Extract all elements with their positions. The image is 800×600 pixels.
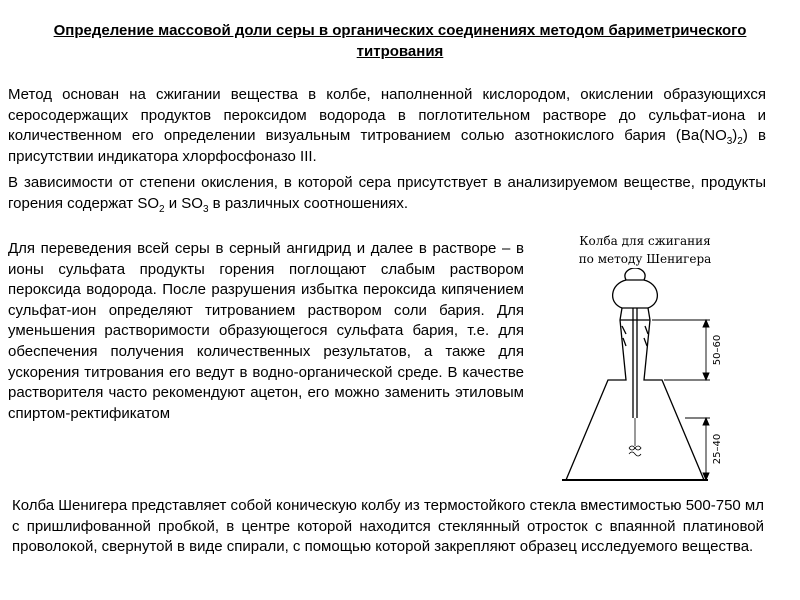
paragraph-oxidation bbox=[8, 173, 766, 214]
caption-line-2: по методу Шенигера bbox=[578, 252, 712, 266]
page-title: Определение массовой доли серы в органических соединениях методом бариметрического титрования bbox=[53, 22, 747, 60]
p1-text-b: ) bbox=[732, 127, 738, 145]
paragraph-flask-description: Колба Шенигера представляет собой коническую колбу из термостойкого стекла вместимостью 500-750 мл с пришлифованной пробкой, в центре которой находится стеклянный отросток с впаянной платиновой проволокой, свернутой в виде спирали, с помощью которой закрепляют образец исследуемого вещества. bbox=[12, 497, 764, 556]
figure-caption bbox=[560, 232, 730, 268]
paragraph-conversion: Для переведения всей серы в серный ангидрид и далее в растворе – в ионы сульфата продукты горения поглощают слабым раствором пероксида водорода. После разрушения избытка пероксида кипячением сульфат-ион определяют титрованием раствором соли бария. Для уменьшения растворимости образующегося сульфата бария, т.е. для обеспечения получения количественных результатов, а также для ускорения титрования его ведут в водно-органической среде. В качестве растворителя часто рекомендуют ацетон, его можно заменить этиловым спиртом-ректификатом bbox=[8, 240, 524, 422]
p2-sub-2: 2 bbox=[159, 203, 165, 215]
dimension-label-lower: 25–40 bbox=[712, 433, 723, 465]
p1-text-c: ) в присутствии индикатора хлорфосфоназо III. bbox=[8, 127, 766, 165]
p2-text-c: в различных соотношениях. bbox=[208, 194, 409, 212]
p1-text-a: Метод основан на сжигании вещества в колбе, наполненной кислородом, окислении образующихся серосодержащих продуктов пероксидом водорода в поглотительном растворе до сульфат-иона и количественном его определении визуальным титрованием солью азотнокислого бария (Ba(NO bbox=[8, 86, 766, 145]
paragraph-method bbox=[8, 85, 766, 167]
p1-sub-2: 2 bbox=[737, 136, 743, 148]
dimension-label-upper: 50–60 bbox=[712, 334, 723, 366]
caption-line-1: Колба для сжигания bbox=[579, 234, 711, 248]
p2-text-b: и SO bbox=[164, 194, 203, 212]
p2-text-a: В зависимости от степени окисления, в которой сера присутствует в анализируемом веществе, продукты горения содержат SO bbox=[8, 174, 766, 212]
schoniger-flask-drawing bbox=[560, 268, 730, 483]
dimension-lines bbox=[652, 320, 710, 480]
p1-sub-3: 3 bbox=[726, 136, 733, 148]
flask-outline bbox=[562, 268, 708, 480]
p2-sub-3: 3 bbox=[202, 203, 209, 215]
